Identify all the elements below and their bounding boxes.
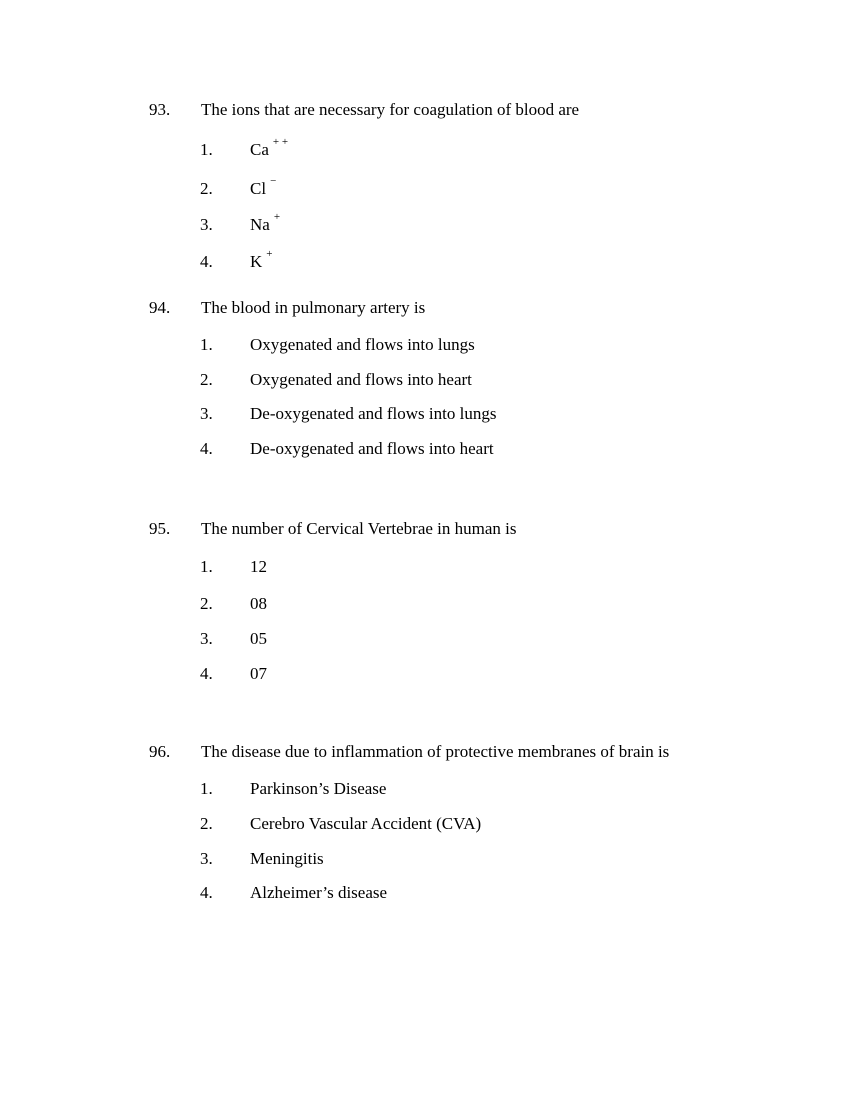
option-text: 08 bbox=[250, 594, 267, 613]
option-number: 3. bbox=[200, 404, 213, 423]
option-number: 2. bbox=[200, 594, 213, 613]
option-number: 1. bbox=[200, 140, 213, 159]
option-text: De-oxygenated and flows into lungs bbox=[250, 404, 497, 423]
option-number: 1. bbox=[200, 335, 213, 354]
option-number: 4. bbox=[200, 439, 213, 458]
ion-charge: − bbox=[270, 175, 277, 188]
option-text: De-oxygenated and flows into heart bbox=[250, 439, 494, 458]
option-text: Alzheimer’s disease bbox=[250, 883, 388, 902]
option-text: Oxygenated and flows into lungs bbox=[250, 335, 475, 354]
option-text: Cerebro Vascular Accident (CVA) bbox=[250, 814, 482, 833]
question-text: The disease due to inflammation of protective membranes of brain is bbox=[201, 742, 670, 761]
option-number: 4. bbox=[200, 252, 213, 271]
ion-charge: + bbox=[266, 248, 273, 261]
option-number: 3. bbox=[200, 215, 213, 234]
option-number: 2. bbox=[200, 370, 213, 389]
option-number: 2. bbox=[200, 179, 213, 198]
question-number: 96. bbox=[149, 742, 171, 761]
option-number: 3. bbox=[200, 629, 213, 648]
option-number: 2. bbox=[200, 814, 213, 833]
ion-symbol: Ca bbox=[250, 140, 269, 159]
option-text bbox=[250, 211, 281, 236]
option-text bbox=[250, 248, 273, 273]
question-text: The ions that are necessary for coagulation of blood are bbox=[201, 100, 580, 119]
option-text: Meningitis bbox=[250, 849, 324, 868]
option-text bbox=[250, 175, 277, 200]
option-number: 1. bbox=[200, 779, 213, 798]
question-number: 93. bbox=[149, 100, 171, 119]
question-number: 95. bbox=[149, 519, 171, 538]
ion-symbol: Na bbox=[250, 215, 270, 234]
option-number: 1. bbox=[200, 557, 213, 576]
ion-charge: + + bbox=[272, 136, 289, 149]
ion-symbol: K bbox=[250, 252, 263, 271]
option-text: Oxygenated and flows into heart bbox=[250, 370, 472, 389]
option-text: Parkinson’s Disease bbox=[250, 779, 387, 798]
option-number: 3. bbox=[200, 849, 213, 868]
option-text: 12 bbox=[250, 557, 267, 576]
option-number: 4. bbox=[200, 664, 213, 683]
question-text: The number of Cervical Vertebrae in human is bbox=[201, 519, 517, 538]
option-number: 4. bbox=[200, 883, 213, 902]
question-number: 94. bbox=[149, 298, 171, 317]
question-text: The blood in pulmonary artery is bbox=[201, 298, 426, 317]
ion-charge: + bbox=[273, 211, 281, 224]
option-text: 05 bbox=[250, 629, 267, 648]
ion-symbol: Cl bbox=[250, 179, 267, 198]
option-text bbox=[250, 136, 289, 161]
option-text: 07 bbox=[250, 664, 267, 683]
